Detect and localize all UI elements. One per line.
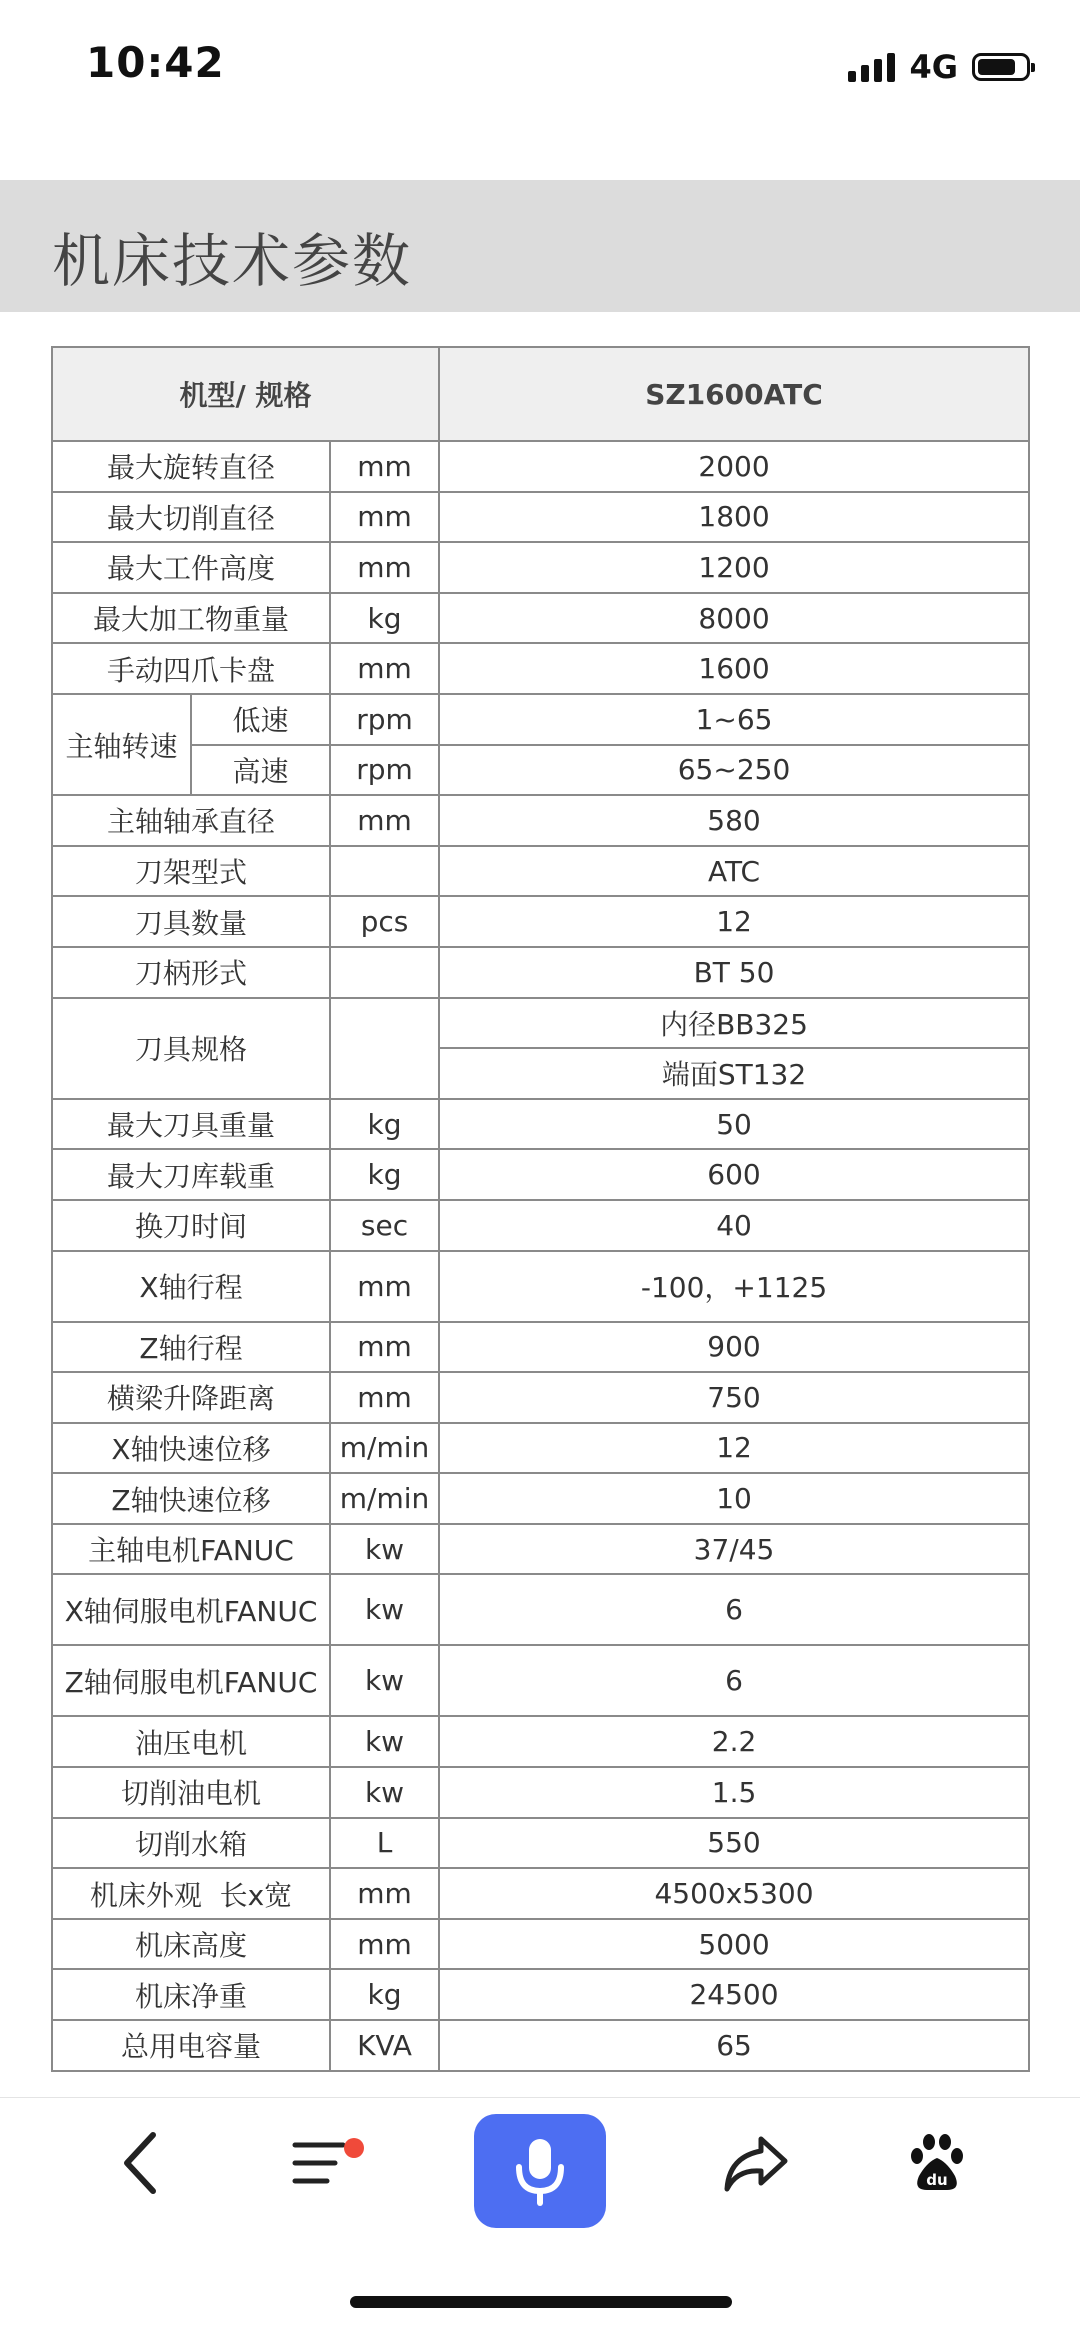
param-unit: mm (330, 492, 439, 543)
param-unit: kg (330, 1099, 439, 1150)
param-name: 刀柄形式 (52, 947, 330, 998)
param-unit: mm (330, 1372, 439, 1423)
page-title: 机床技术参数 (52, 227, 413, 295)
param-value: 900 (439, 1322, 1029, 1373)
param-value: 1~65 (439, 694, 1029, 745)
param-value: 50 (439, 1099, 1029, 1150)
back-icon (121, 2131, 161, 2195)
param-sub-name: 高速 (191, 745, 330, 796)
baidu-paw-icon (907, 2132, 967, 2194)
share-icon (721, 2133, 789, 2193)
param-unit: mm (330, 1919, 439, 1970)
param-unit: sec (330, 1200, 439, 1251)
param-unit: pcs (330, 896, 439, 947)
param-unit (330, 846, 439, 897)
table-row (52, 1767, 1029, 1818)
param-value: 2.2 (439, 1716, 1029, 1767)
param-unit: L (330, 1818, 439, 1869)
param-name: 最大工件高度 (52, 542, 330, 593)
param-unit: mm (330, 643, 439, 694)
param-unit: mm (330, 542, 439, 593)
param-sub-name: 低速 (191, 694, 330, 745)
table-row (52, 694, 1029, 745)
param-unit: kg (330, 593, 439, 644)
param-group-name: 主轴转速 (52, 694, 191, 795)
table-row (52, 1473, 1029, 1524)
param-value: 550 (439, 1818, 1029, 1869)
home-indicator[interactable] (350, 2296, 732, 2308)
param-name: Z轴快速位移 (52, 1473, 330, 1524)
param-name: 机床高度 (52, 1919, 330, 1970)
title-band (0, 180, 1080, 312)
table-row (52, 1716, 1029, 1767)
param-name: 油压电机 (52, 1716, 330, 1767)
param-value: 6 (439, 1645, 1029, 1716)
status-time: 10:42 (86, 38, 225, 87)
param-value: 5000 (439, 1919, 1029, 1970)
param-name: 最大旋转直径 (52, 441, 330, 492)
table-row (52, 1099, 1029, 1150)
battery-level (978, 59, 1015, 75)
param-value: 65 (439, 2020, 1029, 2071)
table-row (52, 896, 1029, 947)
param-value: 24500 (439, 1969, 1029, 2020)
param-unit: kg (330, 1969, 439, 2020)
param-value: 40 (439, 1200, 1029, 1251)
signal-icon (848, 52, 895, 82)
param-unit: mm (330, 441, 439, 492)
network-type: 4G (909, 48, 958, 86)
table-row (52, 1200, 1029, 1251)
param-value: 12 (439, 896, 1029, 947)
param-name: 最大刀具重量 (52, 1099, 330, 1150)
table-row (52, 795, 1029, 846)
battery-icon (972, 53, 1030, 81)
table-row (52, 593, 1029, 644)
table-row (52, 1868, 1029, 1919)
menu-button[interactable] (258, 2098, 388, 2228)
param-value: ATC (439, 846, 1029, 897)
param-unit: m/min (330, 1473, 439, 1524)
param-value: 4500x5300 (439, 1868, 1029, 1919)
table-row (52, 441, 1029, 492)
table-row (52, 1423, 1029, 1474)
param-value: 65~250 (439, 745, 1029, 796)
param-value: BT 50 (439, 947, 1029, 998)
baidu-button[interactable] (872, 2098, 1002, 2228)
table-header-row (52, 347, 1029, 441)
table-row (52, 1322, 1029, 1373)
param-name: 机床净重 (52, 1969, 330, 2020)
status-bar (0, 0, 1080, 140)
table-row (52, 745, 1029, 796)
notification-dot (344, 2138, 364, 2158)
table-row (52, 1149, 1029, 1200)
param-value: 1800 (439, 492, 1029, 543)
table-row (52, 1919, 1029, 1970)
microphone-icon (512, 2135, 568, 2207)
param-name: 切削油电机 (52, 1767, 330, 1818)
param-name: 最大刀库载重 (52, 1149, 330, 1200)
param-unit: kw (330, 1645, 439, 1716)
param-unit: KVA (330, 2020, 439, 2071)
param-name: 主轴轴承直径 (52, 795, 330, 846)
table-row (52, 1645, 1029, 1716)
param-name: 最大切削直径 (52, 492, 330, 543)
param-value: 580 (439, 795, 1029, 846)
param-value: 6 (439, 1574, 1029, 1645)
param-name: 刀架型式 (52, 846, 330, 897)
param-unit: kw (330, 1524, 439, 1575)
table-row (52, 2020, 1029, 2071)
param-unit: kg (330, 1149, 439, 1200)
param-unit: mm (330, 1868, 439, 1919)
param-name: 最大加工物重量 (52, 593, 330, 644)
param-unit: rpm (330, 745, 439, 796)
model-value-cell: SZ1600ATC (439, 347, 1029, 441)
back-button[interactable] (76, 2098, 206, 2228)
table-row (52, 1524, 1029, 1575)
param-unit: kw (330, 1767, 439, 1818)
table-row (52, 542, 1029, 593)
param-value: 600 (439, 1149, 1029, 1200)
status-indicators (848, 48, 1030, 86)
param-unit (330, 947, 439, 998)
param-value: 8000 (439, 593, 1029, 644)
param-name: 手动四爪卡盘 (52, 643, 330, 694)
param-name: X轴伺服电机FANUC (52, 1574, 330, 1645)
param-value: 端面ST132 (439, 1048, 1029, 1099)
param-value: 750 (439, 1372, 1029, 1423)
param-name: X轴行程 (52, 1251, 330, 1322)
param-unit: m/min (330, 1423, 439, 1474)
param-value: 12 (439, 1423, 1029, 1474)
table-row (52, 947, 1029, 998)
table-row (52, 1372, 1029, 1423)
param-value: 1200 (439, 542, 1029, 593)
model-label-cell: 机型/ 规格 (52, 347, 439, 441)
param-name: Z轴伺服电机FANUC (52, 1645, 330, 1716)
param-value: 内径BB325 (439, 998, 1029, 1049)
svg-text:du: du (926, 2171, 948, 2189)
param-value: 1.5 (439, 1767, 1029, 1818)
param-value: 2000 (439, 441, 1029, 492)
param-unit: kw (330, 1716, 439, 1767)
table-row (52, 1969, 1029, 2020)
param-unit: mm (330, 1251, 439, 1322)
param-name: X轴快速位移 (52, 1423, 330, 1474)
param-name: Z轴行程 (52, 1322, 330, 1373)
table-row (52, 1818, 1029, 1869)
param-name: 刀具数量 (52, 896, 330, 947)
table-row (52, 1251, 1029, 1322)
param-value: 1600 (439, 643, 1029, 694)
param-name: 切削水箱 (52, 1818, 330, 1869)
param-value: -100，+1125 (439, 1251, 1029, 1322)
voice-search-button[interactable] (474, 2114, 606, 2228)
param-unit: mm (330, 795, 439, 846)
param-name: 机床外观 长x宽 (52, 1868, 330, 1919)
table-row (52, 492, 1029, 543)
share-button[interactable] (690, 2098, 820, 2228)
param-value: 10 (439, 1473, 1029, 1524)
table-row (52, 643, 1029, 694)
table-row (52, 1574, 1029, 1645)
spec-table (51, 346, 1030, 2072)
table-row (52, 846, 1029, 897)
param-name: 总用电容量 (52, 2020, 330, 2071)
param-value: 37/45 (439, 1524, 1029, 1575)
param-name: 主轴电机FANUC (52, 1524, 330, 1575)
param-unit: mm (330, 1322, 439, 1373)
param-name: 换刀时间 (52, 1200, 330, 1251)
param-unit: kw (330, 1574, 439, 1645)
table-row (52, 998, 1029, 1049)
param-unit: rpm (330, 694, 439, 745)
param-name: 横梁升降距离 (52, 1372, 330, 1423)
param-name: 刀具规格 (52, 998, 330, 1099)
param-unit (330, 998, 439, 1099)
